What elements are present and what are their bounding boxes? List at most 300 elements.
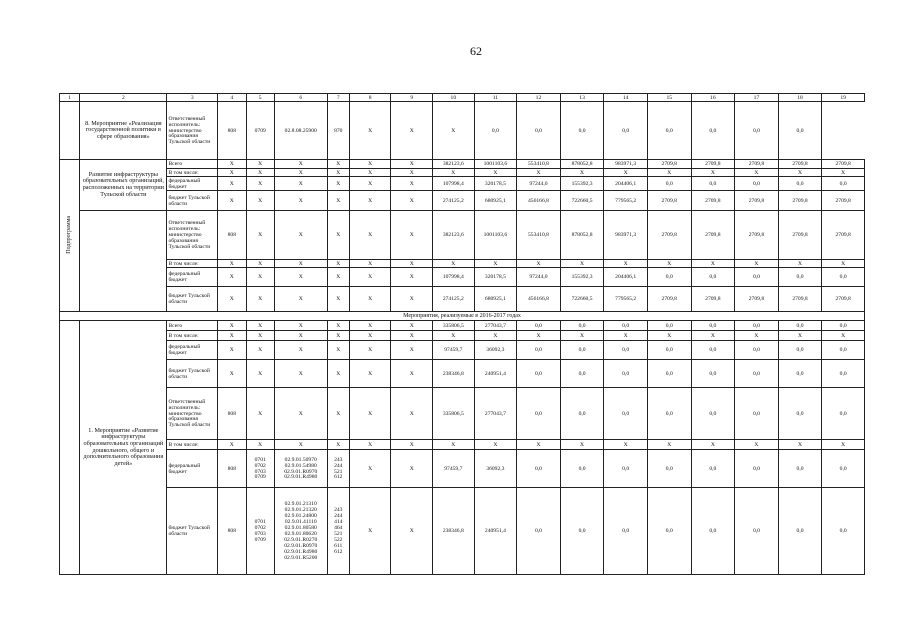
table-cell: X bbox=[349, 169, 391, 177]
funding-type: бюджет Тульской области bbox=[167, 360, 218, 388]
table-cell: 2709,8 bbox=[778, 211, 822, 260]
table-cell: 1001103,6 bbox=[474, 211, 517, 260]
table-cell: X bbox=[560, 169, 604, 177]
table-cell: 878052,8 bbox=[560, 211, 604, 260]
table-cell: 0,0 bbox=[517, 488, 561, 575]
table-cell: 0,0 bbox=[517, 341, 561, 360]
table-cell: X bbox=[391, 388, 433, 440]
table-cell: 0,0 bbox=[778, 488, 822, 575]
table-cell: 0,0 bbox=[778, 388, 822, 440]
section-title: Мероприятия, реализуемые в 2016-2017 годах bbox=[60, 312, 865, 321]
table-cell: 3 bbox=[167, 94, 218, 102]
table-cell: 97459,7 bbox=[433, 341, 475, 360]
table-cell: 0,0 bbox=[822, 388, 865, 440]
table-cell: 553410,8 bbox=[517, 160, 561, 169]
table-cell: X bbox=[327, 260, 349, 268]
table-cell: 0,0 bbox=[691, 450, 735, 488]
table-cell: 2709,8 bbox=[647, 287, 691, 312]
empty-cell bbox=[80, 211, 167, 312]
table-cell: X bbox=[274, 341, 327, 360]
table-cell: 808 bbox=[218, 211, 246, 260]
funding-type: федеральный бюджет bbox=[167, 268, 218, 287]
table-cell: X bbox=[391, 260, 433, 268]
table-cell: X bbox=[274, 177, 327, 191]
table-cell: 11 bbox=[474, 94, 517, 102]
table-cell: 7 bbox=[327, 94, 349, 102]
financing-table bbox=[59, 93, 865, 575]
table-cell: X bbox=[391, 268, 433, 287]
table-cell: X bbox=[517, 169, 561, 177]
table-cell: 2709,8 bbox=[691, 287, 735, 312]
table-cell: X bbox=[433, 169, 475, 177]
table-cell: X bbox=[274, 191, 327, 211]
table-cell: 02.9.01.50970 02.9.01.54980 02.9.01.R0970 02.9.01.R4980 bbox=[274, 450, 327, 488]
table-cell: 1001103,6 bbox=[474, 160, 517, 169]
table-cell: 0,0 bbox=[560, 388, 604, 440]
funding-type: бюджет Тульской области bbox=[167, 488, 218, 575]
table-cell: 0,0 bbox=[735, 177, 779, 191]
table-cell: X bbox=[349, 341, 391, 360]
table-cell: 0,0 bbox=[517, 321, 561, 331]
table-cell: X bbox=[349, 287, 391, 312]
table-cell: 0,0 bbox=[735, 102, 779, 160]
table-cell: X bbox=[327, 169, 349, 177]
table-cell: X bbox=[246, 177, 274, 191]
table-cell: 335806,5 bbox=[433, 321, 475, 331]
table-cell: X bbox=[735, 440, 779, 450]
table-cell: X bbox=[433, 331, 475, 341]
table-cell: 204406,1 bbox=[604, 268, 648, 287]
table-cell: X bbox=[327, 360, 349, 388]
funding-type: Ответственный исполнитель: министерство образования Тульской области bbox=[167, 211, 218, 260]
table-cell: X bbox=[274, 260, 327, 268]
table-cell: X bbox=[349, 488, 391, 575]
table-cell: 0,0 bbox=[560, 360, 604, 388]
table-cell: X bbox=[691, 169, 735, 177]
funding-type: бюджет Тульской области bbox=[167, 191, 218, 211]
table-cell: 2709,8 bbox=[647, 211, 691, 260]
table-cell: X bbox=[647, 331, 691, 341]
table-row bbox=[60, 388, 865, 440]
table-cell: X bbox=[474, 331, 517, 341]
table-cell: X bbox=[604, 169, 648, 177]
table-cell: 0,0 bbox=[560, 488, 604, 575]
table-cell: 456166,8 bbox=[517, 287, 561, 312]
table-cell: X bbox=[822, 169, 865, 177]
table-cell: 0,0 bbox=[778, 341, 822, 360]
table-cell: X bbox=[349, 160, 391, 169]
table-cell: X bbox=[349, 102, 391, 160]
table-cell: 274125,2 bbox=[433, 191, 475, 211]
table-cell: 0,0 bbox=[604, 341, 648, 360]
table-cell: X bbox=[391, 102, 433, 160]
table-cell: 19 bbox=[822, 94, 865, 102]
table-cell: 0,0 bbox=[778, 360, 822, 388]
table-cell: 0701 0702 0703 0709 bbox=[246, 488, 274, 575]
table-cell: 680925,1 bbox=[474, 191, 517, 211]
table-cell: X bbox=[218, 321, 246, 331]
table-cell: 14 bbox=[604, 94, 648, 102]
table-cell: 808 bbox=[218, 488, 246, 575]
table-cell: 0,0 bbox=[691, 321, 735, 331]
table-cell: X bbox=[433, 440, 475, 450]
table-cell: 0,0 bbox=[778, 177, 822, 191]
table-cell: X bbox=[349, 211, 391, 260]
table-cell: X bbox=[327, 321, 349, 331]
page-number: 62 bbox=[470, 44, 482, 58]
table-cell: 0,0 bbox=[604, 488, 648, 575]
table-cell: 779565,2 bbox=[604, 287, 648, 312]
table-cell: 553410,8 bbox=[517, 211, 561, 260]
table-row bbox=[60, 312, 865, 321]
table-cell: X bbox=[349, 268, 391, 287]
table-cell: 6 bbox=[274, 94, 327, 102]
table-cell: X bbox=[474, 260, 517, 268]
table-cell: X bbox=[474, 440, 517, 450]
table-cell: 0,0 bbox=[735, 321, 779, 331]
empty-cell bbox=[60, 102, 80, 160]
table-cell: X bbox=[246, 260, 274, 268]
measure-title: 1. Мероприятие «Развитие инфраструктуры образовательных организаций дошкольного, общего и дополнительного образования детей» bbox=[80, 321, 167, 575]
table-cell: 0,0 bbox=[691, 488, 735, 575]
table-cell: X bbox=[433, 260, 475, 268]
table-cell: 10 bbox=[433, 94, 475, 102]
table-row bbox=[60, 341, 865, 360]
table-cell: 0,0 bbox=[647, 268, 691, 287]
funding-type: В том числе: bbox=[167, 260, 218, 268]
table-cell: 4 bbox=[218, 94, 246, 102]
table-cell: X bbox=[274, 321, 327, 331]
funding-type: бюджет Тульской области bbox=[167, 287, 218, 312]
table-cell: 779565,2 bbox=[604, 191, 648, 211]
table-cell: 0,0 bbox=[691, 341, 735, 360]
table-cell: 12 bbox=[517, 94, 561, 102]
table-cell: 0,0 bbox=[691, 177, 735, 191]
table-cell: X bbox=[246, 169, 274, 177]
table-cell: X bbox=[327, 177, 349, 191]
table-cell: 274125,2 bbox=[433, 287, 475, 312]
table-cell: X bbox=[778, 440, 822, 450]
table-cell: 456166,8 bbox=[517, 191, 561, 211]
table-cell: 0,0 bbox=[647, 360, 691, 388]
table-cell: X bbox=[327, 440, 349, 450]
table-cell: 0,0 bbox=[778, 268, 822, 287]
table-cell: X bbox=[735, 331, 779, 341]
table-cell: 0709 bbox=[246, 102, 274, 160]
table-cell: 2709,8 bbox=[735, 211, 779, 260]
table-cell: X bbox=[218, 341, 246, 360]
table-row bbox=[60, 169, 865, 177]
table-cell: X bbox=[246, 268, 274, 287]
table-cell: X bbox=[822, 260, 865, 268]
funding-type: Ответственный исполнитель: министерство образования Тульской области bbox=[167, 102, 218, 160]
table-cell: 0,0 bbox=[647, 321, 691, 331]
table-cell: X bbox=[517, 331, 561, 341]
table-cell: 320178,5 bbox=[474, 177, 517, 191]
table-cell: 382123,6 bbox=[433, 160, 475, 169]
table-cell: 0,0 bbox=[560, 341, 604, 360]
table-cell: 2709,8 bbox=[822, 160, 865, 169]
table-cell: X bbox=[474, 169, 517, 177]
table-cell: 0,0 bbox=[604, 388, 648, 440]
table-cell: 0,0 bbox=[604, 450, 648, 488]
table-cell: X bbox=[391, 331, 433, 341]
table-cell: 97459,7 bbox=[433, 450, 475, 488]
table-cell: X bbox=[735, 169, 779, 177]
table-cell: X bbox=[349, 388, 391, 440]
table-cell: X bbox=[274, 287, 327, 312]
table-cell: 0,0 bbox=[822, 360, 865, 388]
table-cell: X bbox=[517, 440, 561, 450]
table-cell: 0,0 bbox=[517, 450, 561, 488]
table-cell: X bbox=[246, 287, 274, 312]
table-cell: 0,0 bbox=[604, 360, 648, 388]
table-cell: 808 bbox=[218, 450, 246, 488]
table-cell: X bbox=[327, 331, 349, 341]
table-cell: X bbox=[218, 177, 246, 191]
table-cell: X bbox=[327, 268, 349, 287]
subprogram-label: Подпрограмма bbox=[66, 215, 73, 254]
table-cell: X bbox=[218, 268, 246, 287]
table-cell: X bbox=[274, 360, 327, 388]
table-cell: 320178,5 bbox=[474, 268, 517, 287]
table-cell: X bbox=[218, 331, 246, 341]
table-cell: 0,0 bbox=[474, 102, 517, 160]
table-cell: 240951,4 bbox=[474, 360, 517, 388]
table-cell: 97244,0 bbox=[517, 177, 561, 191]
table-row bbox=[60, 102, 865, 160]
table-cell: X bbox=[778, 169, 822, 177]
measure-title: 8. Мероприятие «Реализация государственной политики в сфере образования» bbox=[80, 102, 167, 160]
funding-type: Всего bbox=[167, 160, 218, 169]
table-cell: 0,0 bbox=[604, 321, 648, 331]
table-row bbox=[60, 268, 865, 287]
table-cell: 382123,6 bbox=[433, 211, 475, 260]
table-cell: 0,0 bbox=[647, 102, 691, 160]
table-cell: 240951,4 bbox=[474, 488, 517, 575]
table-cell: X bbox=[274, 268, 327, 287]
table-cell: 2709,8 bbox=[735, 160, 779, 169]
table-cell: X bbox=[604, 440, 648, 450]
table-cell: 36092,3 bbox=[474, 450, 517, 488]
table-cell: X bbox=[349, 177, 391, 191]
table-cell: 155392,3 bbox=[560, 268, 604, 287]
table-cell: X bbox=[218, 169, 246, 177]
table-cell: 2709,8 bbox=[735, 191, 779, 211]
table-cell: 0,0 bbox=[647, 488, 691, 575]
table-cell: 02.9.01.21310 02.9.01.21320 02.9.01.24800 02.9.01.41110 02.9.01.80580 02.9.01.80620 02.9.01.R0270 02.9.01.R0970 02.9.01.R4980 02.9.01.R5200 bbox=[274, 488, 327, 575]
table-row bbox=[60, 488, 865, 575]
table-cell: 0,0 bbox=[822, 450, 865, 488]
table-cell: X bbox=[218, 260, 246, 268]
table-cell: 2709,8 bbox=[735, 287, 779, 312]
table-cell: 97244,0 bbox=[517, 268, 561, 287]
table-cell: 0,0 bbox=[560, 321, 604, 331]
table-cell: 238346,8 bbox=[433, 488, 475, 575]
table-cell: 0,0 bbox=[735, 341, 779, 360]
table-cell: 0,0 bbox=[822, 177, 865, 191]
table-cell: 8 bbox=[349, 94, 391, 102]
table-cell: X bbox=[218, 440, 246, 450]
table-cell: 722660,5 bbox=[560, 191, 604, 211]
table-cell: X bbox=[647, 169, 691, 177]
table-cell: X bbox=[246, 331, 274, 341]
table-cell: X bbox=[327, 341, 349, 360]
table-cell: X bbox=[391, 450, 433, 488]
table-row bbox=[60, 331, 865, 341]
table-cell: 808 bbox=[218, 102, 246, 160]
table-cell: 2709,8 bbox=[822, 287, 865, 312]
table-cell: 0,0 bbox=[691, 268, 735, 287]
table-cell: 2709,8 bbox=[691, 191, 735, 211]
table-cell: X bbox=[327, 211, 349, 260]
funding-type: федеральный бюджет bbox=[167, 341, 218, 360]
table-cell: 0,0 bbox=[517, 360, 561, 388]
table-cell: 238346,8 bbox=[433, 360, 475, 388]
table-cell: X bbox=[274, 160, 327, 169]
empty-cell bbox=[60, 321, 80, 575]
table-row bbox=[60, 321, 865, 331]
table-cell: 204406,1 bbox=[604, 177, 648, 191]
table-cell: X bbox=[327, 191, 349, 211]
table-cell: X bbox=[327, 287, 349, 312]
table-cell: X bbox=[349, 321, 391, 331]
table-cell: X bbox=[246, 341, 274, 360]
table-row bbox=[60, 440, 865, 450]
table-cell: 0,0 bbox=[560, 102, 604, 160]
table-cell: 335806,5 bbox=[433, 388, 475, 440]
funding-type: федеральный бюджет bbox=[167, 177, 218, 191]
table-cell: X bbox=[274, 211, 327, 260]
table-cell: 2709,8 bbox=[778, 191, 822, 211]
table-cell: 0,0 bbox=[691, 360, 735, 388]
table-cell: 2709,8 bbox=[691, 211, 735, 260]
table-cell: 13 bbox=[560, 94, 604, 102]
table-cell: X bbox=[218, 287, 246, 312]
table-cell: X bbox=[391, 211, 433, 260]
table-cell: 0,0 bbox=[822, 341, 865, 360]
table-row bbox=[60, 177, 865, 191]
table-cell: 0,0 bbox=[647, 177, 691, 191]
table-cell: 277043,7 bbox=[474, 388, 517, 440]
table-cell: X bbox=[735, 260, 779, 268]
table-cell: 0,0 bbox=[691, 102, 735, 160]
table-cell: X bbox=[778, 260, 822, 268]
table-cell: 0,0 bbox=[735, 450, 779, 488]
table-cell: 0,0 bbox=[517, 388, 561, 440]
table-row bbox=[60, 260, 865, 268]
table-cell: 5 bbox=[246, 94, 274, 102]
subprogram-label-cell bbox=[60, 160, 80, 312]
table-cell: 107998,4 bbox=[433, 177, 475, 191]
table-cell: X bbox=[218, 360, 246, 388]
table-cell: X bbox=[274, 169, 327, 177]
table-row bbox=[60, 211, 865, 260]
table-cell: 0,0 bbox=[778, 321, 822, 331]
funding-type: В том числе: bbox=[167, 169, 218, 177]
table-cell: 277043,7 bbox=[474, 321, 517, 331]
table-cell: 2709,8 bbox=[822, 211, 865, 260]
table-cell: X bbox=[218, 160, 246, 169]
table-cell: 870 bbox=[327, 102, 349, 160]
table-cell: X bbox=[349, 260, 391, 268]
table-cell: X bbox=[274, 331, 327, 341]
table-cell: X bbox=[349, 450, 391, 488]
table-cell: X bbox=[391, 440, 433, 450]
table-cell: X bbox=[349, 360, 391, 388]
table-cell: X bbox=[218, 191, 246, 211]
table-cell: X bbox=[560, 260, 604, 268]
table-cell: X bbox=[391, 287, 433, 312]
table-cell: 17 bbox=[735, 94, 779, 102]
table-cell: 680925,1 bbox=[474, 287, 517, 312]
table-cell: X bbox=[822, 440, 865, 450]
table-cell: X bbox=[604, 331, 648, 341]
table-cell: X bbox=[391, 191, 433, 211]
table-cell: 1 bbox=[60, 94, 80, 102]
table-cell: 18 bbox=[778, 94, 822, 102]
table-cell: X bbox=[560, 440, 604, 450]
table-cell: X bbox=[391, 488, 433, 575]
table-cell: 9 bbox=[391, 94, 433, 102]
funding-type: федеральный бюджет bbox=[167, 450, 218, 488]
table-cell: X bbox=[274, 388, 327, 440]
table-cell: 0,0 bbox=[735, 488, 779, 575]
table-cell: 0,0 bbox=[778, 102, 822, 160]
table-cell: 0,0 bbox=[560, 450, 604, 488]
table-cell: 878052,8 bbox=[560, 160, 604, 169]
table-row bbox=[60, 360, 865, 388]
table-cell: X bbox=[246, 440, 274, 450]
table-cell: X bbox=[391, 321, 433, 331]
table-row bbox=[60, 191, 865, 211]
table-cell: X bbox=[647, 260, 691, 268]
table-cell: X bbox=[327, 160, 349, 169]
funding-type: Всего bbox=[167, 321, 218, 331]
table-cell: X bbox=[433, 102, 475, 160]
table-cell: 0701 0702 0703 0709 bbox=[246, 450, 274, 488]
table-cell: 0,0 bbox=[778, 450, 822, 488]
table-cell: 722660,5 bbox=[560, 287, 604, 312]
funding-type: В том числе: bbox=[167, 440, 218, 450]
funding-type: В том числе: bbox=[167, 331, 218, 341]
table-cell: X bbox=[647, 440, 691, 450]
table-cell: 983971,3 bbox=[604, 160, 648, 169]
table-cell: 0,0 bbox=[647, 388, 691, 440]
table-row bbox=[60, 160, 865, 169]
table-cell: X bbox=[391, 169, 433, 177]
table-cell: X bbox=[246, 360, 274, 388]
table-cell: X bbox=[391, 177, 433, 191]
table-cell: X bbox=[391, 160, 433, 169]
subprogram-title: Развитие инфраструктуры образовательных организаций, расположенных на территории Тульской области bbox=[80, 160, 167, 211]
table-cell: X bbox=[246, 191, 274, 211]
table-cell: X bbox=[778, 331, 822, 341]
table-cell: 0,0 bbox=[647, 341, 691, 360]
table-cell: X bbox=[349, 331, 391, 341]
table-cell: 0,0 bbox=[691, 388, 735, 440]
table-cell: X bbox=[327, 388, 349, 440]
table-cell: 0,0 bbox=[822, 488, 865, 575]
table-cell: 2709,8 bbox=[778, 287, 822, 312]
table-cell: 2709,8 bbox=[778, 160, 822, 169]
table-cell: 983971,3 bbox=[604, 211, 648, 260]
table-cell: X bbox=[274, 440, 327, 450]
table-cell: 0,0 bbox=[735, 268, 779, 287]
table-cell: 36092,3 bbox=[474, 341, 517, 360]
table-cell: X bbox=[391, 341, 433, 360]
table-cell: X bbox=[246, 160, 274, 169]
